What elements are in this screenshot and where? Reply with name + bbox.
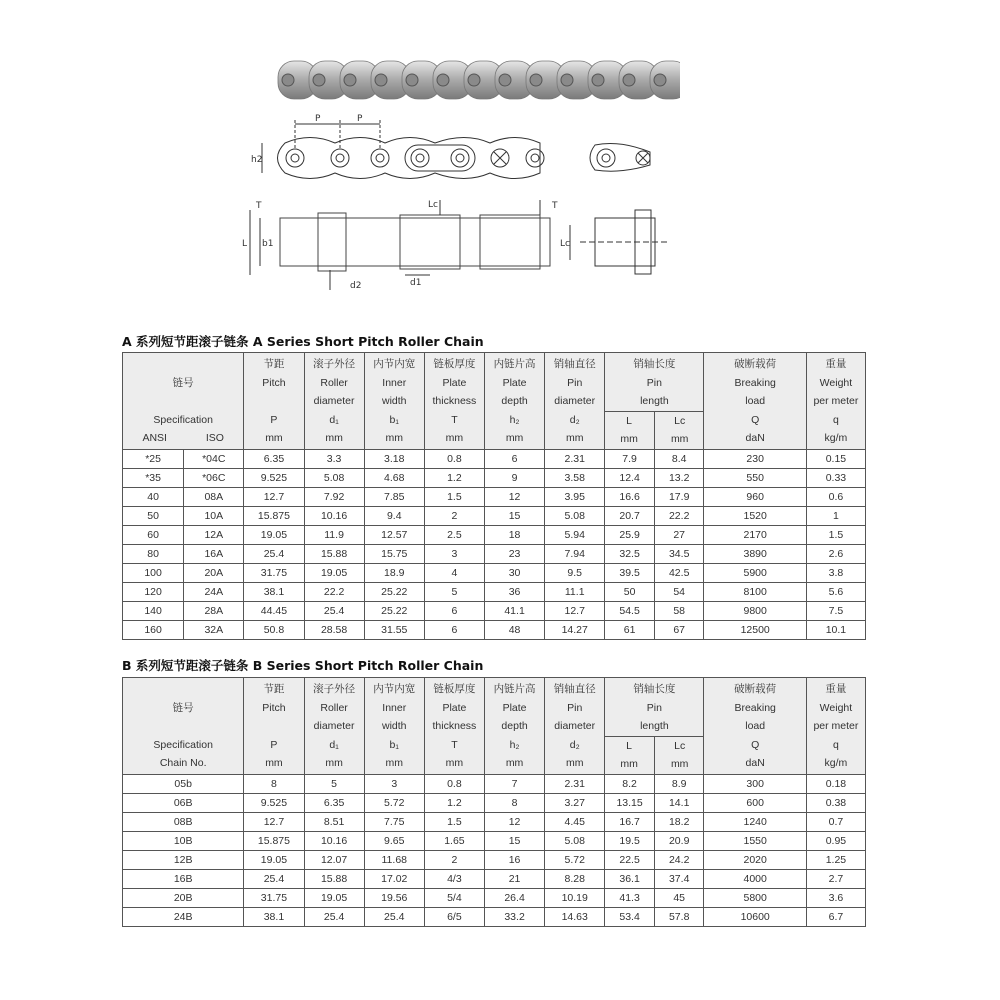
table-cell: 0.6 bbox=[806, 487, 865, 506]
table-cell: 20A bbox=[184, 563, 244, 582]
table-cell: 230 bbox=[704, 449, 806, 468]
table-cell: 1.25 bbox=[806, 850, 865, 869]
table-cell: 17.9 bbox=[654, 487, 704, 506]
table-cell: 13.2 bbox=[654, 468, 704, 487]
table-cell: 7 bbox=[484, 774, 544, 793]
table-cell: 2 bbox=[424, 850, 484, 869]
table-cell: 16.6 bbox=[605, 487, 655, 506]
table-cell: 7.85 bbox=[364, 487, 424, 506]
table-cell: 2.31 bbox=[545, 774, 605, 793]
table-cell: 14.1 bbox=[654, 793, 704, 812]
table-cell: 1550 bbox=[704, 831, 806, 850]
table-cell: 7.94 bbox=[545, 544, 605, 563]
table-cell: 140 bbox=[123, 601, 184, 620]
chain-pin bbox=[654, 74, 666, 86]
plate-depth-header-b: 内链片高 Plate depth h₂ mm bbox=[484, 678, 544, 775]
table-row bbox=[123, 620, 866, 639]
table-row bbox=[123, 563, 866, 582]
table-cell: 5 bbox=[304, 774, 364, 793]
table-cell: 25.22 bbox=[364, 601, 424, 620]
table-cell: 12.07 bbox=[304, 850, 364, 869]
table-cell: 25.4 bbox=[304, 601, 364, 620]
table-cell: 20.7 bbox=[605, 506, 655, 525]
table-cell: 16 bbox=[484, 850, 544, 869]
table-cell: 3.27 bbox=[545, 793, 605, 812]
table-cell: 18.9 bbox=[364, 563, 424, 582]
table-cell: 32A bbox=[184, 620, 244, 639]
table-cell: 53.4 bbox=[605, 907, 655, 926]
table-cell: 15.88 bbox=[304, 544, 364, 563]
table-cell: 19.05 bbox=[244, 525, 304, 544]
table-cell: 80 bbox=[123, 544, 184, 563]
table-cell: 550 bbox=[704, 468, 806, 487]
series-a-title: A 系列短节距滚子链条 A Series Short Pitch Roller Chain bbox=[122, 334, 484, 349]
pitch-label-1: P bbox=[315, 114, 321, 124]
table-cell: 7.75 bbox=[364, 812, 424, 831]
table-cell: 28A bbox=[184, 601, 244, 620]
chain-pin bbox=[499, 74, 511, 86]
table-row bbox=[123, 888, 866, 907]
table-row bbox=[123, 525, 866, 544]
table-cell: 25.4 bbox=[304, 907, 364, 926]
table-cell: *35 bbox=[123, 468, 184, 487]
table-cell: 1.5 bbox=[424, 487, 484, 506]
table-cell: 31.75 bbox=[244, 888, 304, 907]
table-cell: 15.875 bbox=[244, 506, 304, 525]
table-row bbox=[123, 468, 866, 487]
table-cell: 50 bbox=[605, 582, 655, 601]
table-cell: 5.6 bbox=[806, 582, 865, 601]
table-cell: 6 bbox=[424, 601, 484, 620]
roller-diameter-label: d1 bbox=[410, 278, 422, 288]
table-cell: 27 bbox=[654, 525, 704, 544]
table-cell: 5.72 bbox=[364, 793, 424, 812]
table-cell: 11.1 bbox=[545, 582, 605, 601]
pitch-label-2: P bbox=[357, 114, 363, 124]
table-cell: 25.4 bbox=[244, 869, 304, 888]
table-cell: 3.18 bbox=[364, 449, 424, 468]
table-cell: 960 bbox=[704, 487, 806, 506]
table-cell: 1520 bbox=[704, 506, 806, 525]
table-cell: 41.1 bbox=[484, 601, 544, 620]
table-cell: 6/5 bbox=[424, 907, 484, 926]
table-cell: 4000 bbox=[704, 869, 806, 888]
table-cell: 4.68 bbox=[364, 468, 424, 487]
roller-chain-photo bbox=[270, 55, 680, 107]
lc-label-end: Lc bbox=[560, 239, 570, 249]
table-cell: 15 bbox=[484, 831, 544, 850]
table-cell: 33.2 bbox=[484, 907, 544, 926]
table-cell: 12.4 bbox=[605, 468, 655, 487]
table-cell: 24B bbox=[123, 907, 244, 926]
table-cell: 12B bbox=[123, 850, 244, 869]
table-cell: 23 bbox=[484, 544, 544, 563]
table-cell: 36.1 bbox=[605, 869, 655, 888]
table-cell: 30 bbox=[484, 563, 544, 582]
table-cell: 05b bbox=[123, 774, 244, 793]
table-cell: 7.92 bbox=[304, 487, 364, 506]
table-cell: 18 bbox=[484, 525, 544, 544]
table-cell: 08B bbox=[123, 812, 244, 831]
breaking-load-header: 破断载荷 Breaking load Q daN bbox=[704, 353, 806, 450]
chain-dimension-drawing bbox=[240, 110, 680, 295]
table-cell: 12.7 bbox=[545, 601, 605, 620]
table-cell: 12.57 bbox=[364, 525, 424, 544]
table-cell: 160 bbox=[123, 620, 184, 639]
chain-pin bbox=[344, 74, 356, 86]
table-cell: *25 bbox=[123, 449, 184, 468]
table-cell: 10.16 bbox=[304, 831, 364, 850]
inner-width-header: 内节内宽 Inner width b₁ mm bbox=[364, 353, 424, 450]
table-cell: 25.9 bbox=[605, 525, 655, 544]
table-cell: 0.8 bbox=[424, 774, 484, 793]
table-cell: 10A bbox=[184, 506, 244, 525]
table-cell: 31.75 bbox=[244, 563, 304, 582]
table-cell: 17.02 bbox=[364, 869, 424, 888]
table-cell: 5 bbox=[424, 582, 484, 601]
table-cell: 6.35 bbox=[244, 449, 304, 468]
table-cell: 31.55 bbox=[364, 620, 424, 639]
table-cell: 9 bbox=[484, 468, 544, 487]
table-cell: 28.58 bbox=[304, 620, 364, 639]
table-cell: 12A bbox=[184, 525, 244, 544]
table-cell: 3890 bbox=[704, 544, 806, 563]
table-cell: 44.45 bbox=[244, 601, 304, 620]
thickness-label-right: T bbox=[552, 201, 558, 211]
table-cell: 10.16 bbox=[304, 506, 364, 525]
table-cell: 3.6 bbox=[806, 888, 865, 907]
table-cell: 54 bbox=[654, 582, 704, 601]
table-cell: 2.5 bbox=[424, 525, 484, 544]
inner-width-label: b1 bbox=[262, 239, 274, 249]
table-cell: 0.8 bbox=[424, 449, 484, 468]
roller-diameter-header: 滚子外径 Roller diameter d₁ mm bbox=[304, 353, 364, 450]
table-cell: 57.8 bbox=[654, 907, 704, 926]
pin-diameter-header: 销轴直径 Pin diameter d₂ mm bbox=[545, 353, 605, 450]
table-cell: 1.5 bbox=[424, 812, 484, 831]
chain-pin bbox=[623, 74, 635, 86]
pin-length-header-b: 销轴长度 Pin length L mm Lc mm bbox=[605, 678, 704, 775]
table-cell: 48 bbox=[484, 620, 544, 639]
chain-pin bbox=[592, 74, 604, 86]
table-cell: 22.5 bbox=[605, 850, 655, 869]
table-cell: 2170 bbox=[704, 525, 806, 544]
table-cell: 38.1 bbox=[244, 907, 304, 926]
table-cell: 3.95 bbox=[545, 487, 605, 506]
table-cell: 6 bbox=[484, 449, 544, 468]
pitch-header: 节距 Pitch P mm bbox=[244, 353, 304, 450]
table-cell: 0.38 bbox=[806, 793, 865, 812]
plate-thickness-header: 链板厚度 Plate thickness T mm bbox=[424, 353, 484, 450]
table-cell: 67 bbox=[654, 620, 704, 639]
table-cell: 15.875 bbox=[244, 831, 304, 850]
table-cell: 25.22 bbox=[364, 582, 424, 601]
table-cell: 40 bbox=[123, 487, 184, 506]
table-cell: 37.4 bbox=[654, 869, 704, 888]
table-cell: 50 bbox=[123, 506, 184, 525]
chain-pin bbox=[282, 74, 294, 86]
table-cell: 8.28 bbox=[545, 869, 605, 888]
table-cell: 36 bbox=[484, 582, 544, 601]
table-cell: 34.5 bbox=[654, 544, 704, 563]
table-cell: 5.08 bbox=[304, 468, 364, 487]
table-cell: 5.94 bbox=[545, 525, 605, 544]
table-cell: 20.9 bbox=[654, 831, 704, 850]
table-cell: 9.65 bbox=[364, 831, 424, 850]
spec-header: 链号 Specification ANSI ISO bbox=[123, 353, 244, 450]
series-b-header-row bbox=[123, 678, 866, 775]
table-cell: 25.4 bbox=[244, 544, 304, 563]
plate-depth-header: 内链片高 Plate depth h₂ mm bbox=[484, 353, 544, 450]
table-cell: 42.5 bbox=[654, 563, 704, 582]
table-row bbox=[123, 774, 866, 793]
table-cell: 61 bbox=[605, 620, 655, 639]
table-cell: 5800 bbox=[704, 888, 806, 907]
chain-pin bbox=[561, 74, 573, 86]
table-cell: 16A bbox=[184, 544, 244, 563]
table-cell: 08A bbox=[184, 487, 244, 506]
chain-pin bbox=[375, 74, 387, 86]
table-cell: 2020 bbox=[704, 850, 806, 869]
table-cell: 22.2 bbox=[654, 506, 704, 525]
table-cell: 300 bbox=[704, 774, 806, 793]
table-cell: 3.3 bbox=[304, 449, 364, 468]
table-cell: 19.05 bbox=[304, 563, 364, 582]
table-row bbox=[123, 506, 866, 525]
pin-length-header: 销轴长度 Pin length L mm Lc mm bbox=[605, 353, 704, 450]
table-cell: 120 bbox=[123, 582, 184, 601]
table-cell: 21 bbox=[484, 869, 544, 888]
table-cell: 8 bbox=[244, 774, 304, 793]
chain-pin bbox=[530, 74, 542, 86]
table-cell: 3 bbox=[424, 544, 484, 563]
table-cell: 15.88 bbox=[304, 869, 364, 888]
table-row bbox=[123, 869, 866, 888]
overall-length-label: L bbox=[242, 239, 248, 249]
roller-diameter-header-b: 滚子外径 Roller diameter d₁ mm bbox=[304, 678, 364, 775]
table-cell: 6.35 bbox=[304, 793, 364, 812]
table-cell: 8.2 bbox=[605, 774, 655, 793]
table-cell: 39.5 bbox=[605, 563, 655, 582]
table-cell: 11.9 bbox=[304, 525, 364, 544]
table-cell: 0.95 bbox=[806, 831, 865, 850]
table-cell: 12500 bbox=[704, 620, 806, 639]
table-cell: 8.4 bbox=[654, 449, 704, 468]
table-cell: *06C bbox=[184, 468, 244, 487]
series-a-table bbox=[122, 352, 866, 640]
table-cell: 2 bbox=[424, 506, 484, 525]
table-cell: 50.8 bbox=[244, 620, 304, 639]
table-cell: 19.56 bbox=[364, 888, 424, 907]
table-cell: 24A bbox=[184, 582, 244, 601]
table-cell: 9.525 bbox=[244, 468, 304, 487]
table-row bbox=[123, 544, 866, 563]
chain-pin bbox=[437, 74, 449, 86]
table-cell: 5.72 bbox=[545, 850, 605, 869]
table-cell: 10B bbox=[123, 831, 244, 850]
plate-depth-label: h2 bbox=[251, 155, 263, 165]
table-cell: 8 bbox=[484, 793, 544, 812]
table-cell: 9.525 bbox=[244, 793, 304, 812]
table-cell: 4 bbox=[424, 563, 484, 582]
plate-thickness-header-b: 链板厚度 Plate thickness T mm bbox=[424, 678, 484, 775]
table-cell: 1 bbox=[806, 506, 865, 525]
table-cell: 5.08 bbox=[545, 506, 605, 525]
lc-label: Lc bbox=[428, 200, 438, 210]
table-cell: 8100 bbox=[704, 582, 806, 601]
table-cell: 8.9 bbox=[654, 774, 704, 793]
pin-diameter-label: d2 bbox=[350, 281, 362, 291]
table-cell: 0.7 bbox=[806, 812, 865, 831]
table-cell: 38.1 bbox=[244, 582, 304, 601]
spec-header-b: 链号 Specification Chain No. bbox=[123, 678, 244, 775]
table-cell: 1.5 bbox=[806, 525, 865, 544]
table-row bbox=[123, 812, 866, 831]
table-row bbox=[123, 831, 866, 850]
table-cell: 6.7 bbox=[806, 907, 865, 926]
table-cell: 4/3 bbox=[424, 869, 484, 888]
table-cell: 19.05 bbox=[304, 888, 364, 907]
pitch-header-b: 节距 Pitch P mm bbox=[244, 678, 304, 775]
table-cell: 3 bbox=[364, 774, 424, 793]
table-cell: 0.33 bbox=[806, 468, 865, 487]
table-row bbox=[123, 793, 866, 812]
table-cell: 45 bbox=[654, 888, 704, 907]
pin-diameter-header-b: 销轴直径 Pin diameter d₂ mm bbox=[545, 678, 605, 775]
table-cell: 14.63 bbox=[545, 907, 605, 926]
chain-pin bbox=[468, 74, 480, 86]
chain-pin bbox=[313, 74, 325, 86]
table-cell: 9.4 bbox=[364, 506, 424, 525]
table-cell: 0.18 bbox=[806, 774, 865, 793]
table-cell: 60 bbox=[123, 525, 184, 544]
table-cell: 1.65 bbox=[424, 831, 484, 850]
table-cell: 0.15 bbox=[806, 449, 865, 468]
table-cell: 9.5 bbox=[545, 563, 605, 582]
table-row bbox=[123, 850, 866, 869]
table-cell: 2.7 bbox=[806, 869, 865, 888]
table-cell: 12.7 bbox=[244, 487, 304, 506]
table-cell: 58 bbox=[654, 601, 704, 620]
table-cell: 20B bbox=[123, 888, 244, 907]
table-cell: 12.7 bbox=[244, 812, 304, 831]
table-cell: 5.08 bbox=[545, 831, 605, 850]
series-b-title: B 系列短节距滚子链条 B Series Short Pitch Roller Chain bbox=[122, 658, 484, 673]
table-cell: 24.2 bbox=[654, 850, 704, 869]
table-cell: 26.4 bbox=[484, 888, 544, 907]
table-cell: 4.45 bbox=[545, 812, 605, 831]
table-cell: 15 bbox=[484, 506, 544, 525]
table-cell: 15.75 bbox=[364, 544, 424, 563]
table-row bbox=[123, 449, 866, 468]
table-cell: *04C bbox=[184, 449, 244, 468]
table-cell: 16B bbox=[123, 869, 244, 888]
table-cell: 41.3 bbox=[605, 888, 655, 907]
table-cell: 32.5 bbox=[605, 544, 655, 563]
table-cell: 13.15 bbox=[605, 793, 655, 812]
breaking-load-header-b: 破断载荷 Breaking load Q daN bbox=[704, 678, 806, 775]
table-cell: 100 bbox=[123, 563, 184, 582]
table-cell: 5900 bbox=[704, 563, 806, 582]
thickness-label-left: T bbox=[256, 201, 262, 211]
table-cell: 1.2 bbox=[424, 793, 484, 812]
table-cell: 12 bbox=[484, 812, 544, 831]
table-cell: 7.5 bbox=[806, 601, 865, 620]
table-cell: 3.58 bbox=[545, 468, 605, 487]
table-cell: 10600 bbox=[704, 907, 806, 926]
table-cell: 1240 bbox=[704, 812, 806, 831]
table-cell: 3.8 bbox=[806, 563, 865, 582]
table-cell: 16.7 bbox=[605, 812, 655, 831]
table-row bbox=[123, 487, 866, 506]
table-cell: 12 bbox=[484, 487, 544, 506]
table-cell: 2.6 bbox=[806, 544, 865, 563]
table-row bbox=[123, 582, 866, 601]
table-cell: 8.51 bbox=[304, 812, 364, 831]
table-row bbox=[123, 907, 866, 926]
table-cell: 19.05 bbox=[244, 850, 304, 869]
table-cell: 10.1 bbox=[806, 620, 865, 639]
table-cell: 11.68 bbox=[364, 850, 424, 869]
table-cell: 19.5 bbox=[605, 831, 655, 850]
table-cell: 22.2 bbox=[304, 582, 364, 601]
table-cell: 54.5 bbox=[605, 601, 655, 620]
inner-width-header-b: 内节内宽 Inner width b₁ mm bbox=[364, 678, 424, 775]
weight-header-b: 重量 Weight per meter q kg/m bbox=[806, 678, 865, 775]
weight-header: 重量 Weight per meter q kg/m bbox=[806, 353, 865, 450]
table-cell: 06B bbox=[123, 793, 244, 812]
table-row bbox=[123, 601, 866, 620]
table-cell: 10.19 bbox=[545, 888, 605, 907]
table-cell: 1.2 bbox=[424, 468, 484, 487]
table-cell: 18.2 bbox=[654, 812, 704, 831]
table-cell: 7.9 bbox=[605, 449, 655, 468]
table-cell: 600 bbox=[704, 793, 806, 812]
series-b-table bbox=[122, 677, 866, 927]
table-cell: 9800 bbox=[704, 601, 806, 620]
chain-pin bbox=[406, 74, 418, 86]
table-cell: 2.31 bbox=[545, 449, 605, 468]
table-cell: 5/4 bbox=[424, 888, 484, 907]
series-a-header-row bbox=[123, 353, 866, 450]
table-cell: 25.4 bbox=[364, 907, 424, 926]
table-cell: 14.27 bbox=[545, 620, 605, 639]
table-cell: 6 bbox=[424, 620, 484, 639]
